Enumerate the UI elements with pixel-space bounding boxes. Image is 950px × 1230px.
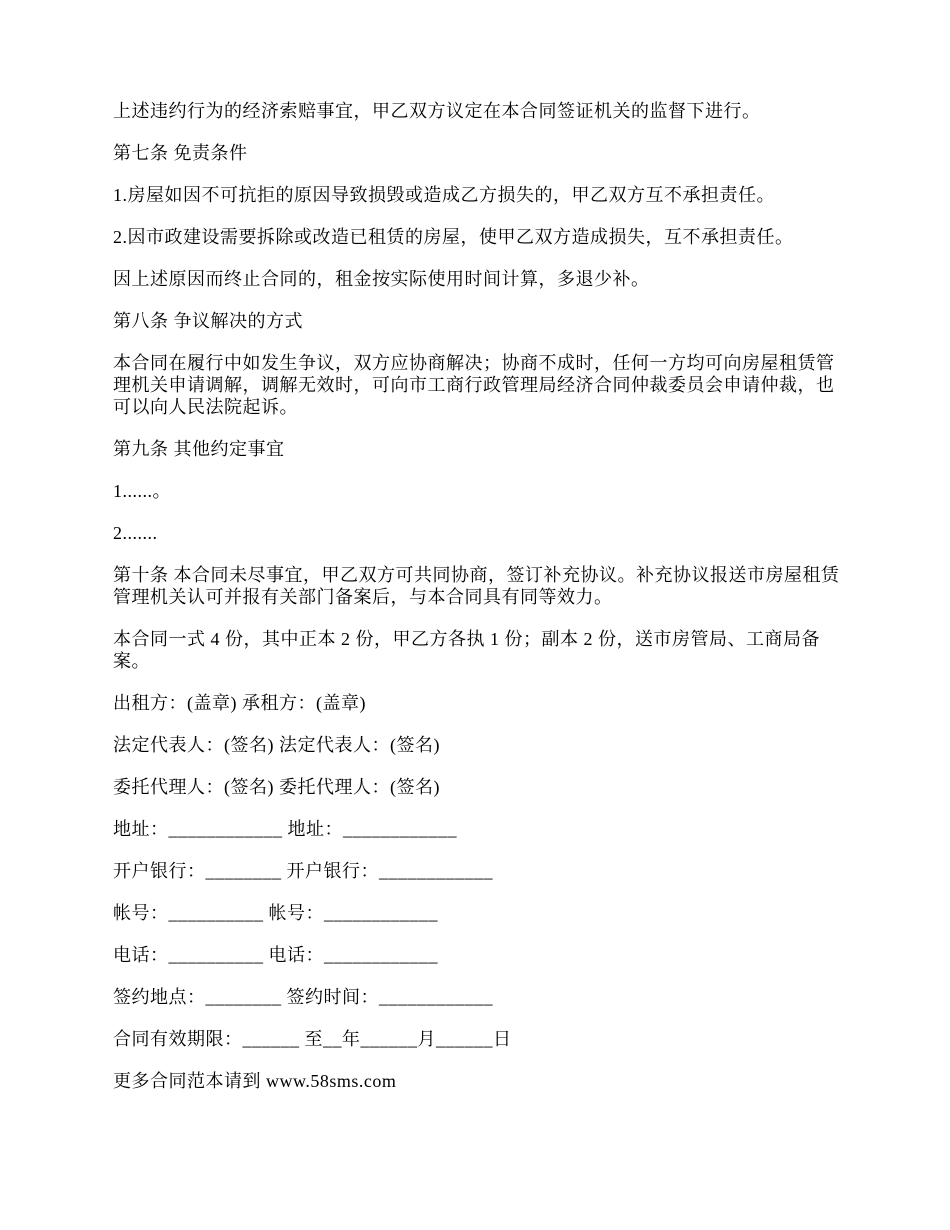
signing-place-time-line: 签约地点：________ 签约时间：____________ [113, 987, 493, 1007]
clause-9-item-1: 1......。 [113, 481, 171, 501]
clause-10-body: 第十条 本合同未尽事宜，甲乙双方可共同协商，签订补充协议。补充协议报送市房屋租赁管理机关认可并报有关部门备案后，与本合同具有同等效力。 [113, 565, 840, 607]
contract-body [113, 100, 843, 1092]
address-blank-line: 地址：____________ 地址：____________ [113, 819, 457, 839]
legal-representative-line: 法定代表人：(签名) 法定代表人：(签名) [113, 735, 440, 755]
copies-distribution-paragraph: 本合同一式 4 份，其中正本 2 份，甲乙方各执 1 份；副本 2 份，送市房管局、工商局备案。 [113, 629, 820, 671]
validity-period-line: 合同有效期限：______ 至__年______月______日 [113, 1029, 512, 1049]
bank-blank-line: 开户银行：________ 开户银行：____________ [113, 861, 493, 881]
signature-parties-line: 出租方：(盖章) 承租方：(盖章) [113, 693, 366, 713]
account-blank-line: 帐号：__________ 帐号：____________ [113, 903, 438, 923]
clause-7-item-2: 2.因市政建设需要拆除或改造已租赁的房屋，使甲乙双方造成损失，互不承担责任。 [113, 227, 794, 247]
clause-8-heading: 第八条 争议解决的方式 [113, 311, 303, 331]
authorized-agent-line: 委托代理人：(签名) 委托代理人：(签名) [113, 777, 440, 797]
clause-8-body: 本合同在履行中如发生争议，双方应协商解决；协商不成时，任何一方均可向房屋租赁管理机关申请调解，调解无效时，可向市工商行政管理局经济合同仲裁委员会申请仲裁，也可以向人民法院起诉。 [113, 353, 835, 417]
claims-supervision-paragraph: 上述违约行为的经济索赔事宜，甲乙双方议定在本合同签证机关的监督下进行。 [113, 101, 761, 121]
clause-7-note: 因上述原因而终止合同的，租金按实际使用时间计算，多退少补。 [113, 269, 650, 289]
clause-7-heading: 第七条 免责条件 [113, 143, 248, 163]
clause-7-item-1: 1.房屋如因不可抗拒的原因导致损毁或造成乙方损失的，甲乙双方互不承担责任。 [113, 185, 775, 205]
phone-blank-line: 电话：__________ 电话：____________ [113, 945, 438, 965]
footer-source-line: 更多合同范本请到 www.58sms.com [113, 1071, 397, 1091]
clause-9-heading: 第九条 其他约定事宜 [113, 439, 285, 459]
clause-9-item-2: 2....... [113, 523, 158, 543]
